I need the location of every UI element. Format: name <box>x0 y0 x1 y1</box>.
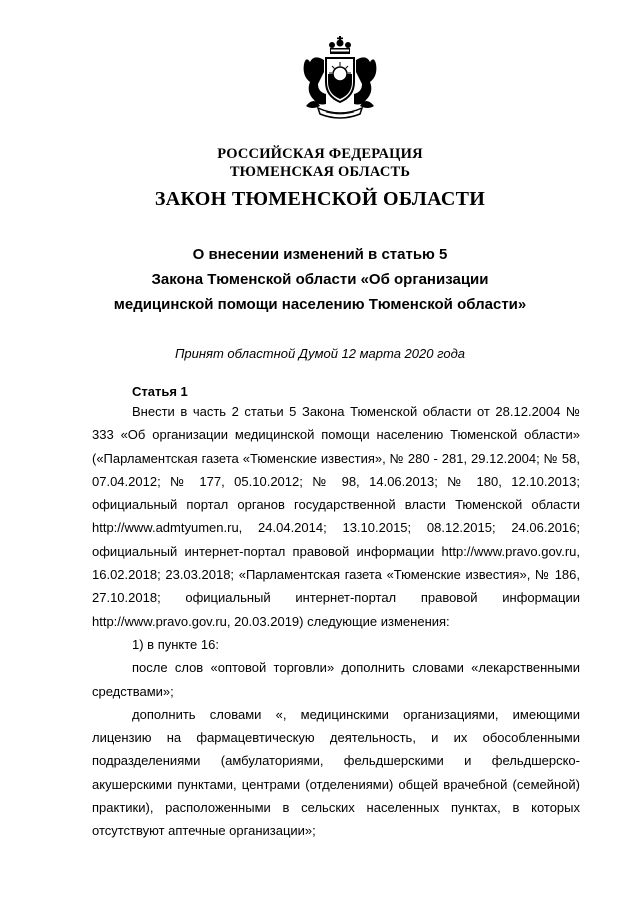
law-title-line-3: медицинской помощи населению Тюменской области» <box>113 296 527 313</box>
document-type-heading: ЗАКОН ТЮМЕНСКОЙ ОБЛАСТИ <box>154 188 486 210</box>
article-heading: Статья 1 <box>132 384 188 399</box>
region-heading: ТЮМЕНСКАЯ ОБЛАСТЬ <box>229 164 411 180</box>
article-body <box>92 400 580 843</box>
article-paragraph: Внести в часть 2 статьи 5 Закона Тюменской области от 28.12.2004 № 333 «Об организации медицинской помощи населению Тюменской области» («Парламентская газета «Тюменские известия», № 280 - 281, 29.12.2004; № 58, 07.04.2012; № 177, 05.10.2012; № 98, 14.06.2013; № 180, 12.10.2013; официальный портал органов государственной власти Тюменской области http://www.admtyumen.ru, 24.04.2014; 13.10.2015; 08.12.2015; 24.06.2016; официальный интернет-портал правовой информации http://www.pravo.gov.ru, 16.02.2018; 23.03.2018; «Парламентская газета «Тюменские известия», № 186, 27.10.2018; официальный интернет-портал правовой информации http://www.pravo.gov.ru, 20.03.2019) следующие изменения: <box>92 404 580 629</box>
article-paragraph: 1) в пункте 16: <box>132 636 219 652</box>
article-paragraph: после слов «оптовой торговли» дополнить словами «лекарственными средствами»; <box>92 660 580 699</box>
article-paragraph: дополнить словами «, медицинскими организациями, имеющими лицензию на фармацевтическую деятельность, и их обособленными подразделениями (амбулаториями, фельдшерскими и фельдшерско-акушерскими пунктами, центрами (отделениями) общей врачебной (семейной) практики), расположенными в сельских населенных пунктах, в которых отсутствуют аптечные организации»; <box>92 706 580 839</box>
coat-of-arms-icon <box>296 36 384 120</box>
federation-heading: РОССИЙСКАЯ ФЕДЕРАЦИЯ <box>217 146 423 162</box>
law-title-line-2: Закона Тюменской области «Об организации <box>151 271 489 288</box>
adoption-date: Принят областной Думой 12 марта 2020 года <box>175 346 465 361</box>
law-title-line-1: О внесении изменений в статью 5 <box>192 246 448 263</box>
